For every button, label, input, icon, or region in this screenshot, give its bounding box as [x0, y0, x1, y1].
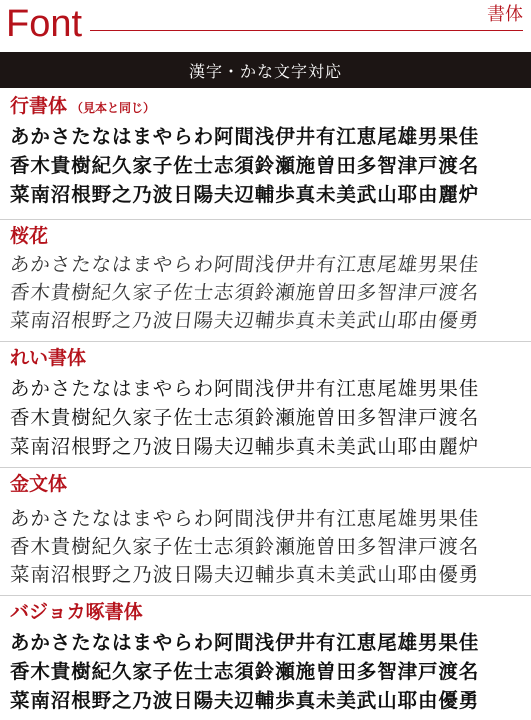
- font-section-gyosho: [0, 90, 531, 220]
- font-section-kinbun: [0, 468, 531, 596]
- sample-line: 香木貴樹紀久家子佐士志須鈴瀬施曽田多智津戸渡名: [8, 281, 481, 304]
- font-name: 行書体 （見本と同じ）: [10, 95, 156, 117]
- sample-line: 菜南沼根野之乃波日陽夫辺輔歩真未美武山耶由麗炉: [10, 183, 480, 206]
- sample-line: あかさたなはまやらわ阿間浅伊井有江恵尾雄男果佳: [10, 377, 480, 400]
- font-name: れい書体: [10, 347, 87, 369]
- sample-line: 菜南沼根野之乃波日陽夫辺輔歩真未美武山耶由優勇: [10, 689, 480, 712]
- font-name: 桜花: [10, 225, 49, 247]
- charset-banner: 漢字・かな文字対応: [0, 52, 531, 88]
- page-title: Font: [6, 3, 83, 45]
- sample-line: 菜南沼根野之乃波日陽夫辺輔歩真未美武山耶由優勇: [10, 563, 480, 586]
- sample-line: あかさたなはまやらわ阿間浅伊井有江恵尾雄男果佳: [10, 125, 480, 148]
- font-section-bajiyo: [0, 596, 531, 720]
- sample-line: 菜南沼根野之乃波日陽夫辺輔歩真未美武山耶由優勇: [8, 309, 481, 332]
- font-note: （見本と同じ）: [71, 101, 156, 115]
- sample-line: 香木貴樹紀久家子佐士志須鈴瀬施曽田多智津戸渡名: [10, 154, 480, 177]
- sample-line: 香木貴樹紀久家子佐士志須鈴瀬施曽田多智津戸渡名: [10, 660, 480, 683]
- font-name: 金文体: [10, 473, 68, 495]
- sample-line: あかさたなはまやらわ阿間浅伊井有江恵尾雄男果佳: [8, 253, 481, 276]
- category-label: 書体: [487, 4, 523, 25]
- font-name: バジョカ啄書体: [10, 601, 143, 623]
- font-section-sakura: [0, 220, 531, 342]
- sample-line: 菜南沼根野之乃波日陽夫辺輔歩真未美武山耶由麗炉: [10, 435, 480, 458]
- sample-line: 香木貴樹紀久家子佐士志須鈴瀬施曽田多智津戸渡名: [10, 406, 480, 429]
- header-divider: [90, 30, 523, 31]
- page-header: [0, 0, 531, 50]
- sample-line: 香木貴樹紀久家子佐士志須鈴瀬施曽田多智津戸渡名: [10, 535, 480, 558]
- font-section-rei: [0, 342, 531, 468]
- sample-line: あかさたなはまやらわ阿間浅伊井有江恵尾雄男果佳: [10, 507, 480, 530]
- sample-line: あかさたなはまやらわ阿間浅伊井有江恵尾雄男果佳: [10, 631, 480, 654]
